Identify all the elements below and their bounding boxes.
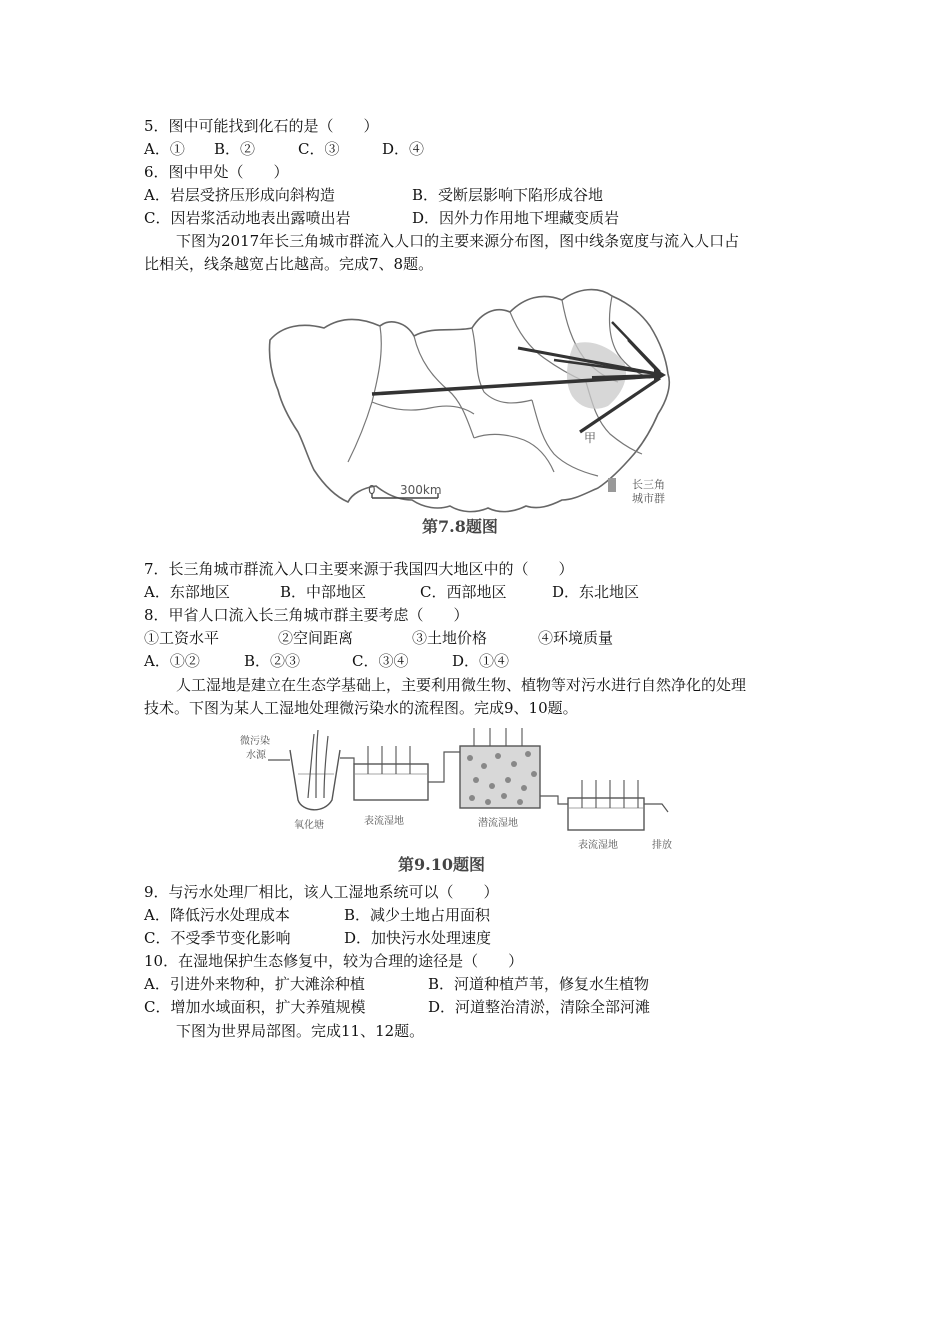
- q8-factor-4: ④环境质量: [538, 629, 614, 647]
- q5-stem: 5．图中可能找到化石的是（ ）: [144, 117, 379, 135]
- q10-stem: 10．在湿地保护生态修复中，较为合理的途径是（ ）: [144, 952, 524, 970]
- q9-option-c: C．不受季节变化影响: [144, 929, 291, 947]
- wetland-caption: 第9.10题图: [398, 855, 485, 874]
- intro-7-8-line1: 下图为2017年长三角城市群流入人口的主要来源分布图，图中线条宽度与流入人口占: [176, 232, 740, 250]
- q5-options: [144, 138, 424, 160]
- q8-factor-3: ③土地价格: [412, 629, 488, 647]
- legend-label-1: 长三角: [632, 478, 665, 491]
- q10-option-d: D．河道整治清淤，清除全部河滩: [428, 998, 651, 1016]
- q8-factor-2: ②空间距离: [278, 629, 354, 647]
- q5-option-a: A．①: [144, 140, 185, 158]
- q7-option-d: D．东北地区: [552, 583, 640, 601]
- q5-option-c: C．③: [298, 140, 340, 158]
- surface-wetland-1: [354, 764, 428, 800]
- q6-option-b: B．受断层影响下陷形成谷地: [412, 186, 604, 204]
- q7-option-a: A．东部地区: [144, 583, 230, 601]
- q8-option-c: C．③④: [352, 652, 409, 670]
- q10-option-b: B．河道种植芦苇，修复水生植物: [428, 975, 650, 993]
- pipe: [540, 796, 568, 804]
- stage-label-2: 表流湿地: [364, 816, 404, 827]
- q9-option-d: D．加快污水处理速度: [344, 929, 492, 947]
- wetland-process-diagram: [228, 724, 688, 876]
- source-label-2: 水源: [246, 750, 266, 761]
- wetland-plants: [582, 780, 638, 808]
- q6-option-a: A．岩层受挤压形成向斜构造: [144, 186, 335, 204]
- map-caption: 第7.8题图: [422, 517, 498, 536]
- pipe: [340, 758, 354, 764]
- q10-option-a: A．引进外来物种，扩大滩涂种植: [144, 975, 365, 993]
- flow-arrow-anhui: [592, 376, 658, 378]
- scale-label: 300km: [400, 483, 442, 497]
- province-border: [474, 434, 554, 472]
- legend-label-2: 城市群: [632, 492, 665, 505]
- oxidation-pond: [290, 750, 340, 810]
- q9-option-a: A．降低污水处理成本: [144, 906, 290, 924]
- intro-7-8-line2: 比相关，线条越宽占比越高。完成7、8题。: [144, 255, 434, 273]
- population-flow-map: [262, 282, 682, 554]
- intro-11-12: 下图为世界局部图。完成11、12题。: [176, 1022, 425, 1040]
- q8-factor-1: ①工资水平: [144, 629, 220, 647]
- outlet-label: 排放: [652, 840, 672, 851]
- marker-jia: 甲: [584, 431, 597, 445]
- outlet-pipe: [644, 804, 668, 812]
- q10-options-row2: [144, 996, 650, 1018]
- q9-options-row1: [144, 904, 490, 926]
- q7-options: [144, 581, 639, 603]
- stage-label-3: 潜流湿地: [478, 818, 518, 829]
- q6-option-d: D．因外力作用地下埋藏变质岩: [412, 209, 620, 227]
- wetland-plants: [474, 728, 522, 746]
- q7-stem: 7．长三角城市群流入人口主要来源于我国四大地区中的（ ）: [144, 560, 574, 578]
- wetland-plants: [368, 746, 410, 774]
- q6-options-row2: [144, 207, 619, 229]
- q8-option-a: A．①②: [144, 652, 200, 670]
- reed-plants: [308, 730, 328, 798]
- q8-stem: 8．甲省人口流入长三角城市群主要考虑（ ）: [144, 606, 469, 624]
- scale-zero: 0: [368, 483, 376, 497]
- q9-options-row2: [144, 927, 491, 949]
- q9-stem: 9．与污水处理厂相比，该人工湿地系统可以（ ）: [144, 883, 499, 901]
- q6-options-row1: [144, 184, 603, 206]
- q5-option-b: B．②: [214, 140, 256, 158]
- surface-wetland-2: [568, 798, 644, 830]
- q10-options-row1: [144, 973, 649, 995]
- q10-option-c: C．增加水域面积，扩大养殖规模: [144, 998, 366, 1016]
- q7-option-b: B．中部地区: [280, 583, 367, 601]
- q8-option-b: B．②③: [244, 652, 301, 670]
- q9-option-b: B．减少土地占用面积: [344, 906, 491, 924]
- stage-label-1: 氧化塘: [294, 820, 324, 831]
- intro-9-10-line2: 技术。下图为某人工湿地处理微污染水的流程图。完成9、10题。: [144, 699, 578, 717]
- stage-label-4: 表流湿地: [578, 840, 618, 851]
- pipe: [428, 752, 460, 782]
- q8-options: [144, 650, 509, 672]
- q8-factors: [144, 627, 613, 649]
- q8-option-d: D．①④: [452, 652, 510, 670]
- source-label-1: 微污染: [240, 736, 270, 747]
- q6-stem: 6．图中甲处（ ）: [144, 163, 289, 181]
- legend-swatch: [608, 478, 616, 492]
- intro-9-10-line1: 人工湿地是建立在生态学基础上，主要利用微生物、植物等对污水进行自然净化的处理: [176, 676, 747, 694]
- q7-option-c: C．西部地区: [420, 583, 507, 601]
- q5-option-d: D．④: [382, 140, 425, 158]
- province-border: [472, 328, 532, 403]
- q6-option-c: C．因岩浆活动地表出露喷出岩: [144, 209, 351, 227]
